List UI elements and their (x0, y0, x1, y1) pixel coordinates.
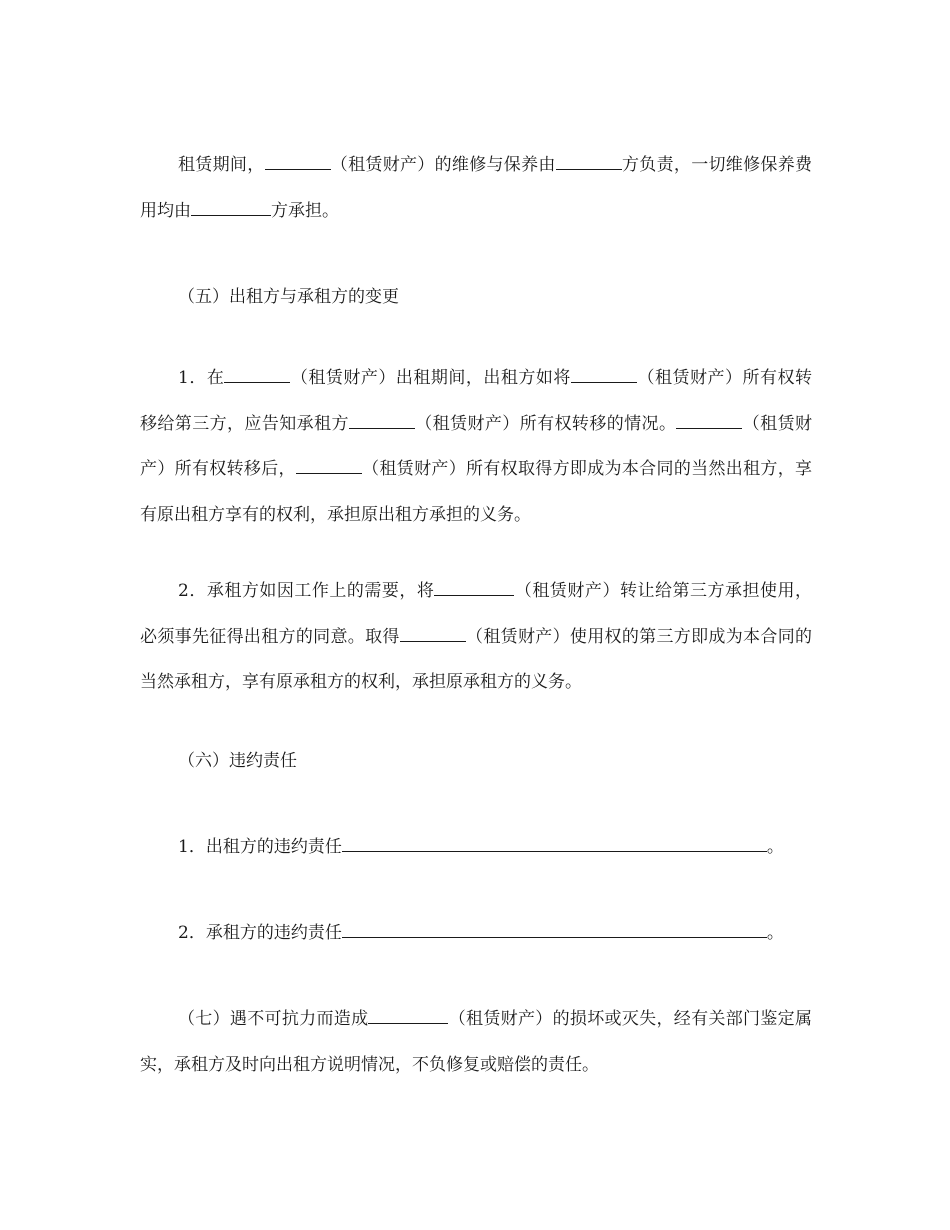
text: 方负责，一切维修保养费用均由 (140, 155, 813, 221)
clause-6-1 (178, 832, 784, 862)
blank-line (342, 850, 767, 852)
blank-line (342, 936, 767, 938)
blank-line (349, 427, 415, 429)
text: （租赁财产）所有权转移的情况。 (414, 413, 677, 434)
blank-line (400, 640, 466, 642)
text: （租赁财产）所有权转移给第三方，应告知承租方 (140, 368, 813, 434)
blank-line (296, 472, 362, 474)
text: （租赁财产）的损坏或灭失，经有关部门鉴定属实，承租方及时向出租方说明情况，不负修复或赔偿的责任。 (140, 1009, 812, 1075)
blank-line (368, 1022, 448, 1024)
paragraph-7 (140, 997, 812, 1088)
text: 1．出租方的违约责任 (178, 837, 342, 857)
section-heading-6: （六）违约责任 (178, 751, 297, 771)
paragraph-5-2 (140, 569, 812, 706)
paragraph-maintenance (140, 143, 812, 234)
text: （租赁财产）的维修与保养由 (330, 155, 556, 175)
text: 。 (766, 837, 784, 857)
text: （租赁财产）所有权转移后， (140, 413, 812, 479)
text: 2．承租方如因工作上的需要，将 (178, 581, 435, 601)
text: 租赁期间， (178, 155, 265, 175)
paragraph-5-1 (140, 356, 812, 538)
blank-line (224, 381, 290, 383)
text: 方承担。 (271, 200, 339, 221)
text: （七）遇不可抗力而造成 (178, 1009, 369, 1029)
text: 。 (766, 923, 784, 943)
text: （租赁财产）出租期间，出租方如将 (290, 368, 571, 388)
section-heading-5: （五）出租方与承租方的变更 (178, 287, 399, 307)
blank-line (191, 214, 271, 216)
text: 2．承租方的违约责任 (178, 923, 342, 943)
blank-line (676, 427, 742, 429)
blank-line (265, 168, 331, 170)
text: 1．在 (178, 368, 225, 388)
blank-line (556, 168, 622, 170)
text: （租赁财产）使用权的第三方即成为本合同的当然承租方，享有原承租方的权利，承担原承租方的义务。 (140, 626, 813, 692)
blank-line (571, 381, 637, 383)
blank-line (434, 594, 514, 596)
text: （租赁财产）所有权取得方即成为本合同的当然出租方，享有原出租方享有的权利，承担原出租方承担的义务。 (140, 459, 813, 525)
clause-6-2 (178, 918, 784, 948)
text: （租赁财产）转让给第三方承担使用，必须事先征得出租方的同意。取得 (140, 581, 812, 647)
